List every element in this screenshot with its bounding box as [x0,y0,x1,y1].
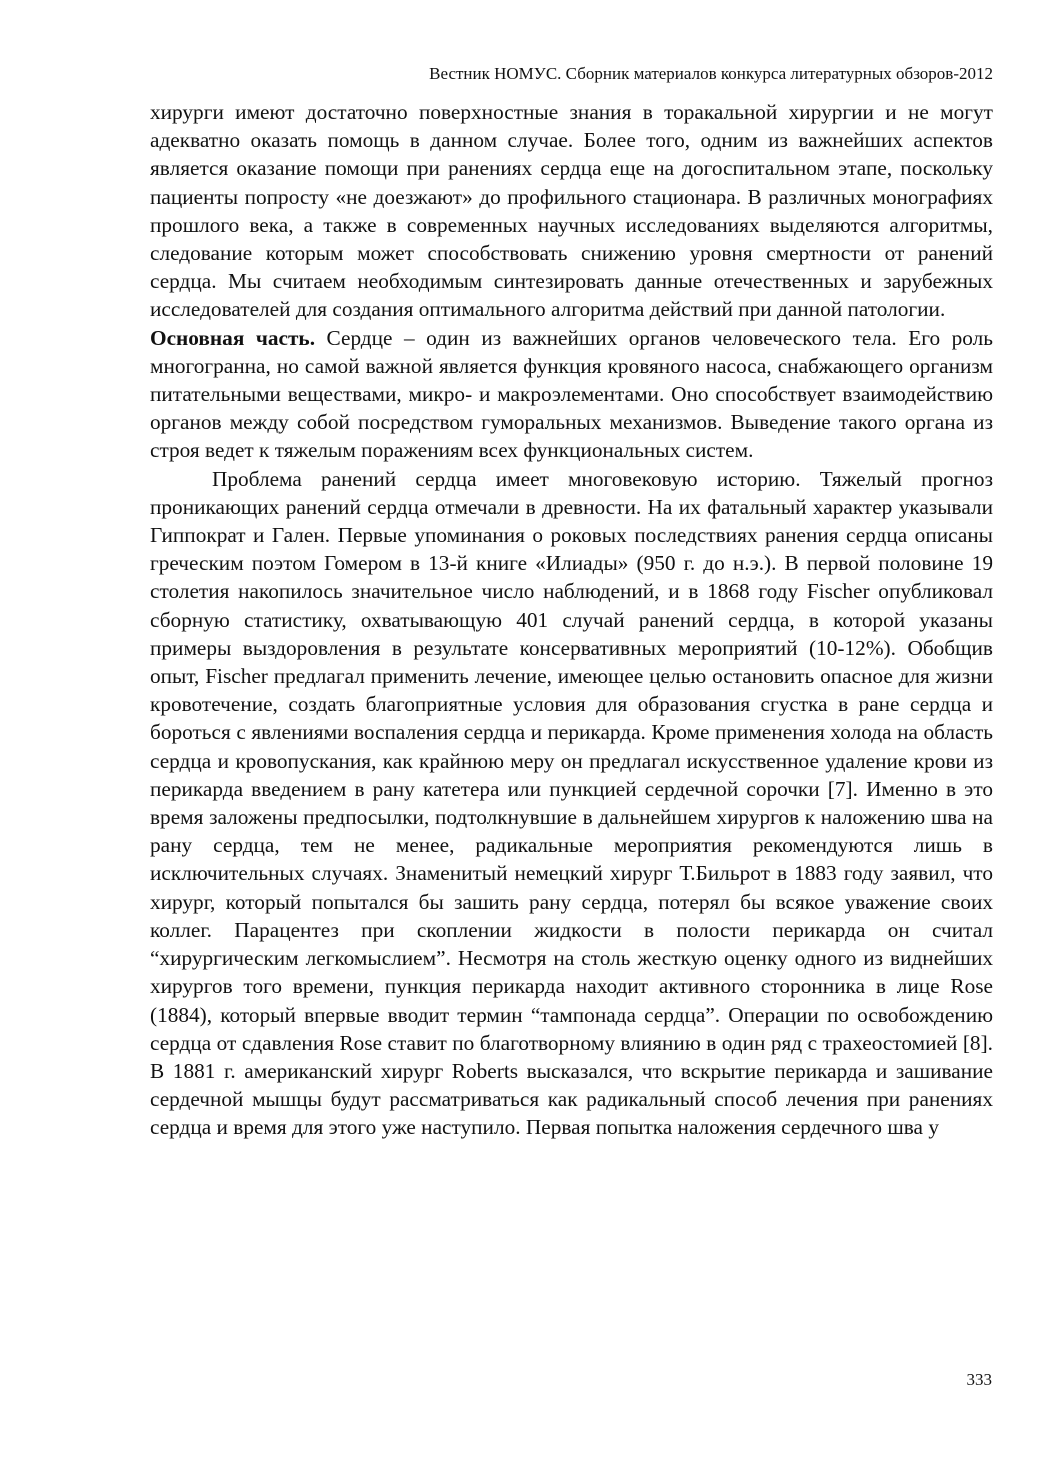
paragraph-main-part [150,324,993,465]
paragraph-intro-continuation: хирурги имеют достаточно поверхностные знания в торакальной хирургии и не могут адекватно оказать помощь в данном случае. Более того, одним из важнейших аспектов является оказание помощи при ранениях сердца еще на догоспитальном этапе, поскольку пациенты попросту «не доезжают» до профильного стационара. В различных монографиях прошлого века, а также в современных научных исследованиях выделяются алгоритмы, следование которым может способствовать снижению уровня смертности от ранений сердца. Мы считаем необходимым синтезировать данные отечественных и зарубежных исследователей для создания оптимального алгоритма действий при данной патологии. [150,100,993,322]
page-number: 333 [966,1370,992,1389]
paragraph-history: Проблема ранений сердца имеет многовековую историю. Тяжелый прогноз проникающих ранений сердца отмечали в древности. На их фатальный характер указывали Гиппократ и Гален. Первые упоминания о роковых последствиях ранения сердца описаны греческим поэтом Гомером в 13-й книге «Илиады» (950 г. до н.э.). В первой половине 19 столетия накопилось значительное число наблюдений, и в 1868 году Fischer опубликовал сборную статистику, охватывающую 401 случай ранений сердца, в которой указаны примеры выздоровления в результате консервативных мероприятий (10-12%). Обобщив опыт, Fischer предлагал применить лечение, имеющее целью остановить опасное для жизни кровотечение, создать благоприятные условия для образования сгустка в ране сердца и бороться с явлениями воспаления сердца и перикарда. Кроме применения холода на область сердца и кровопускания, как крайнюю меру он предлагал искусственное удаление крови из перикарда введением в рану катетера или пункцией сердечной сорочки [7]. Именно в это время заложены предпосылки, подтолкнувшие в дальнейшем хирургов к наложению шва на рану сердца, тем не менее, радикальные мероприятия рекомендуются лишь в исключительных случаях. Знаменитый немецкий хирург Т.Бильрот в 1883 году заявил, что хирург, который попытался бы зашить рану сердца, потерял бы всякое уважение своих коллег. Парацентез при скоплении жидкости в полости перикарда он считал “хирургическим легкомыслием”. Несмотря на столь жесткую оценку одного из виднейших хирургов того времени, пункция перикарда находит активного сторонника в лице Rose (1884), который впервые вводит термин “тампонада сердца”. Операции по освобождению сердца от сдавления Rose ставит по благотворному влиянию в один ряд с трахеостомией [8]. В 1881 г. американский хирург Roberts высказался, что вскрытие перикарда и зашивание сердечной мышцы будут рассматриваться как радикальный способ лечения при ранениях сердца и время для этого уже наступило. Первая попытка наложения сердечного шва у [150,466,993,1140]
section-heading: Основная часть. [150,325,316,350]
body-text [150,98,993,1142]
paragraph-main-part-text: Сердце – один из важнейших органов человеческого тела. Его роль многогранна, но самой важной является функция кровяного насоса, снабжающего организм питательными веществами, микро- и макроэлементами. Оно способствует взаимодействию органов между собой посредством гуморальных механизмов. Выведение такого органа из строя ведет к тяжелым поражениям всех функциональных систем. [150,325,993,463]
running-header: Вестник НОМУС. Сборник материалов конкурса литературных обзоров-2012 [429,64,993,83]
